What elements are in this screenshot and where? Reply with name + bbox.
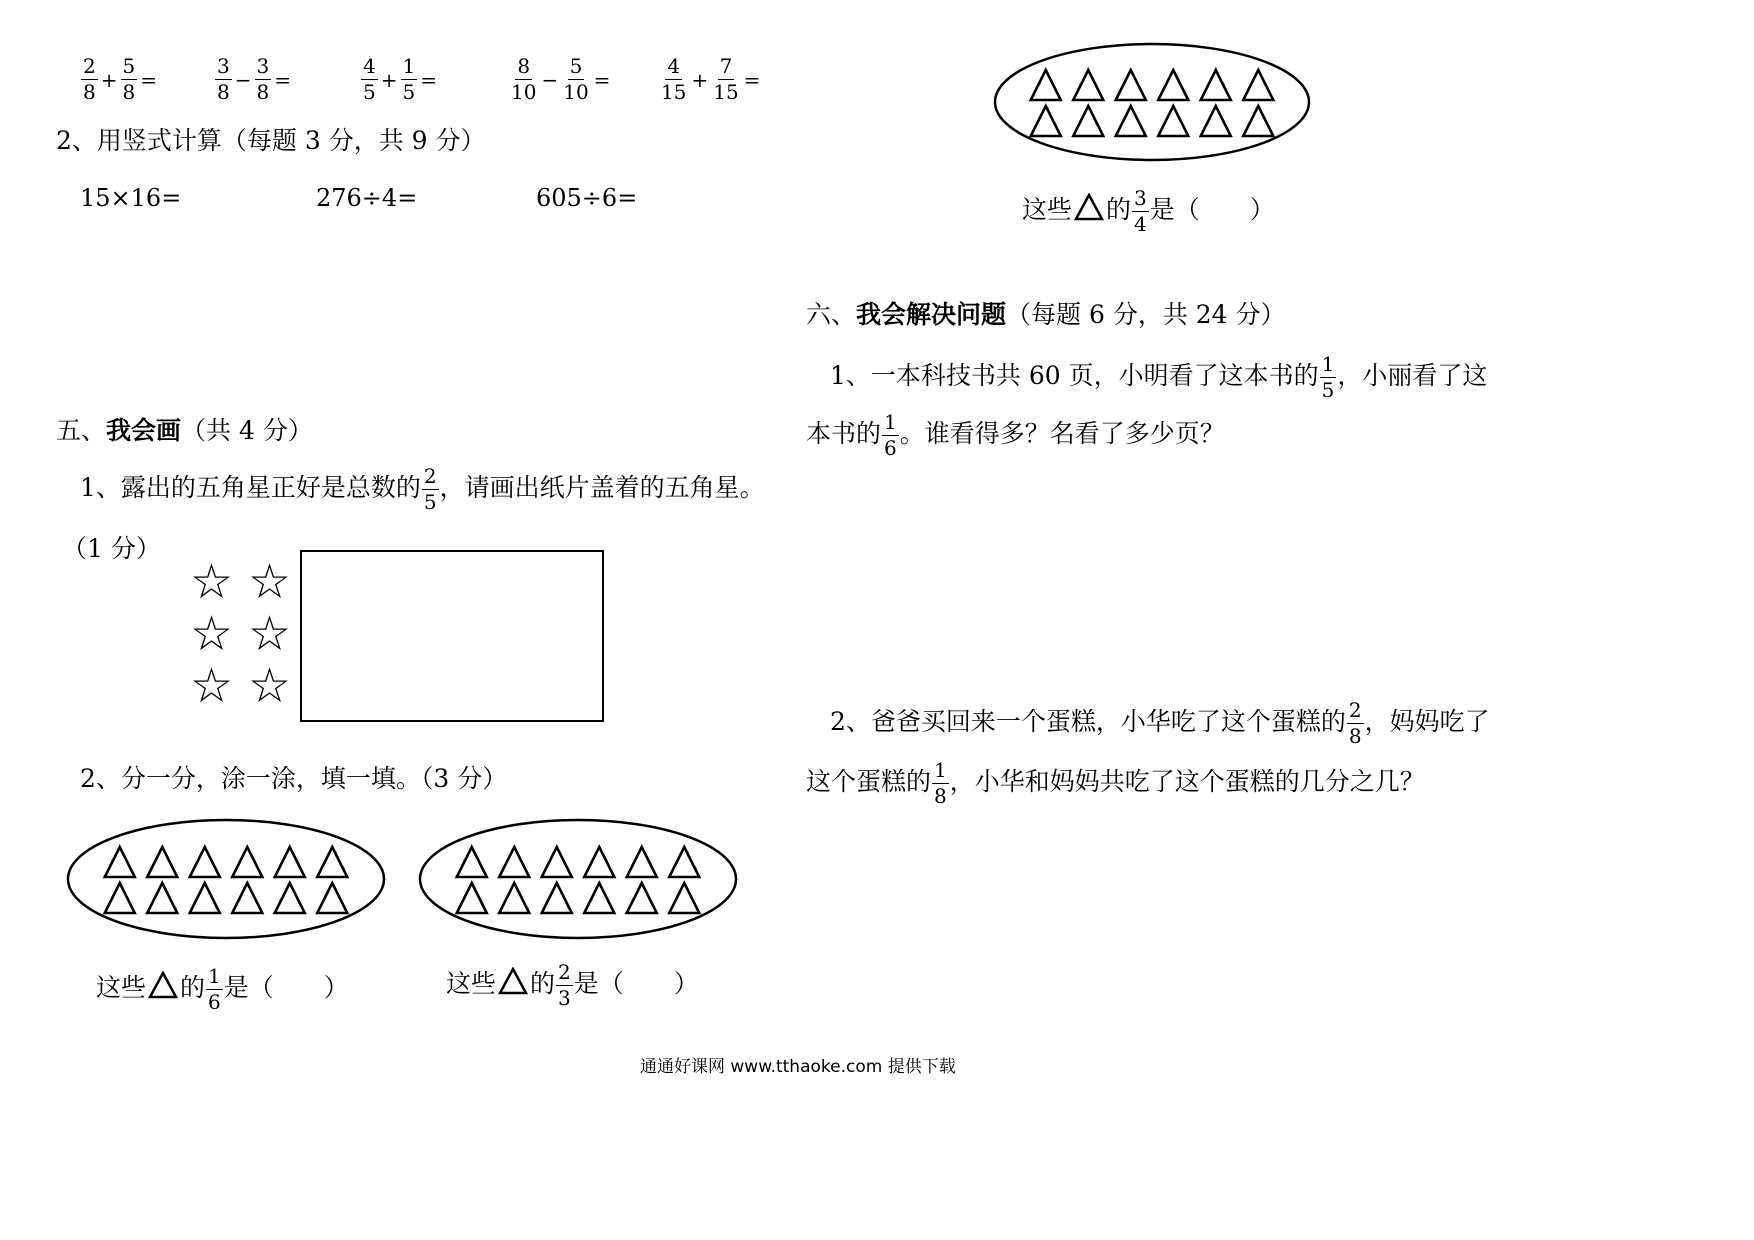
triangle-icon bbox=[499, 847, 529, 877]
triangle-icon bbox=[1073, 106, 1103, 136]
triangle-icon bbox=[1158, 106, 1188, 136]
triangle-icon bbox=[1201, 106, 1231, 136]
star-icon: ☆ bbox=[248, 606, 292, 662]
triangle-icon bbox=[147, 847, 177, 877]
triangle-icon bbox=[669, 847, 699, 877]
ellipse-outline bbox=[68, 820, 384, 938]
problem-1-line-1: 1、一本科技书共 60 页，小明看了这本书的 $\frac{1}{5}$ ，小丽看了这 bbox=[830, 352, 1488, 402]
fraction: $\frac{2}{5}$ bbox=[423, 464, 437, 514]
triangle-icon bbox=[1116, 70, 1146, 100]
footer-source: 通通好课网 www.tthaoke.com 提供下载 bbox=[640, 1057, 956, 1077]
star-icon: ☆ bbox=[190, 554, 234, 610]
triangle-icon bbox=[232, 847, 262, 877]
triangle-icon bbox=[457, 883, 487, 913]
triangle-icon bbox=[105, 883, 135, 913]
triangle-icon bbox=[190, 883, 220, 913]
triangle-icon bbox=[457, 847, 487, 877]
fraction-exercise: $\frac{8}{10}$ − $\frac{5}{10}$ = bbox=[511, 54, 611, 104]
triangle-icon bbox=[499, 883, 529, 913]
triangle-icon bbox=[232, 883, 262, 913]
triangle-icon bbox=[1243, 70, 1273, 100]
triangle-icon bbox=[627, 847, 657, 877]
caption-b: 这些 的 $\frac{2}{3}$ 是（ ） bbox=[446, 960, 699, 1010]
triangle-icon bbox=[627, 883, 657, 913]
vertical-calc-heading: 2、用竖式计算（每题 3 分，共 9 分） bbox=[56, 126, 486, 155]
triangle-icon bbox=[1031, 106, 1061, 136]
fraction: $\frac{2}{8}$ bbox=[83, 54, 96, 104]
section-6-title: 六、我会解决问题（每题 6 分，共 24 分） bbox=[806, 300, 1286, 329]
fraction-exercise: $\frac{4}{5}$ + $\frac{1}{5}$ = bbox=[363, 54, 437, 104]
fraction-exercise: $\frac{4}{15}$ + $\frac{7}{15}$ = bbox=[661, 54, 761, 104]
triangle-group-c bbox=[993, 42, 1311, 162]
fraction-exercise: $\frac{3}{8}$ − $\frac{3}{8}$ = bbox=[217, 54, 291, 104]
star-icon: ☆ bbox=[190, 658, 234, 714]
triangle-icon bbox=[275, 847, 305, 877]
draw-q2-text: 2、分一分，涂一涂，填一填。（3 分） bbox=[80, 764, 508, 793]
triangle-icon bbox=[584, 883, 614, 913]
triangle-group-b bbox=[418, 818, 738, 940]
fraction-exercise: $\frac{2}{8}$ + $\frac{5}{8}$ = bbox=[83, 54, 157, 104]
problem-1-line-2: 本书的 $\frac{1}{6}$ 。谁看得多？名看了多少页？ bbox=[806, 410, 1225, 460]
caption-c: 这些 的 $\frac{3}{4}$ 是（ ） bbox=[1022, 186, 1275, 236]
star-icon: ☆ bbox=[248, 658, 292, 714]
triangle-icon bbox=[669, 883, 699, 913]
fraction: $\frac{3}{8}$ bbox=[217, 54, 230, 104]
ellipse-outline bbox=[420, 820, 736, 938]
triangle-group-a bbox=[66, 818, 386, 940]
fraction: $\frac{5}{8}$ bbox=[122, 54, 136, 104]
star-icon: ☆ bbox=[248, 554, 292, 610]
caption-a: 这些 的 $\frac{1}{6}$ 是（ ） bbox=[96, 964, 349, 1014]
draw-q1-score: （1 分） bbox=[62, 534, 161, 563]
fraction: $\frac{4}{15}$ bbox=[661, 54, 687, 104]
triangle-icon bbox=[1074, 193, 1104, 221]
fraction: $\frac{1}{5}$ bbox=[402, 54, 416, 104]
calc-item-1: 15×16= bbox=[80, 184, 182, 212]
triangle-icon bbox=[542, 883, 572, 913]
triangle-icon bbox=[1201, 70, 1231, 100]
triangle-icon bbox=[498, 967, 528, 995]
triangle-icon bbox=[1116, 106, 1146, 136]
problem-2-line-1: 2、爸爸买回来一个蛋糕，小华吃了这个蛋糕的 $\frac{2}{8}$ ，妈妈吃了 bbox=[830, 698, 1490, 748]
fraction: $\frac{8}{10}$ bbox=[511, 54, 537, 104]
fraction: $\frac{7}{15}$ bbox=[713, 54, 739, 104]
fraction: $\frac{5}{10}$ bbox=[563, 54, 589, 104]
triangle-icon bbox=[148, 971, 178, 999]
triangle-icon bbox=[584, 847, 614, 877]
triangle-icon bbox=[1031, 70, 1061, 100]
problem-2-line-2: 这个蛋糕的 $\frac{1}{8}$ ，小华和妈妈共吃了这个蛋糕的几分之几？ bbox=[806, 758, 1425, 808]
fraction: $\frac{4}{5}$ bbox=[363, 54, 376, 104]
triangle-icon bbox=[317, 847, 347, 877]
calc-item-3: 605÷6= bbox=[536, 184, 638, 212]
triangle-icon bbox=[1243, 106, 1273, 136]
calc-item-2: 276÷4= bbox=[316, 184, 418, 212]
fraction: $\frac{3}{8}$ bbox=[256, 54, 270, 104]
ellipse-outline bbox=[995, 44, 1309, 160]
triangle-icon bbox=[1073, 70, 1103, 100]
draw-q1-text: 1、露出的五角星正好是总数的 $\frac{2}{5}$ ，请画出纸片盖着的五角星。 bbox=[80, 464, 765, 514]
triangle-icon bbox=[542, 847, 572, 877]
triangle-icon bbox=[317, 883, 347, 913]
section-5-title: 五、我会画（共 4 分） bbox=[56, 416, 313, 445]
star-icon: ☆ bbox=[190, 606, 234, 662]
triangle-icon bbox=[147, 883, 177, 913]
cover-paper-rect bbox=[300, 550, 604, 722]
triangle-icon bbox=[275, 883, 305, 913]
triangle-icon bbox=[105, 847, 135, 877]
triangle-icon bbox=[190, 847, 220, 877]
triangle-icon bbox=[1158, 70, 1188, 100]
